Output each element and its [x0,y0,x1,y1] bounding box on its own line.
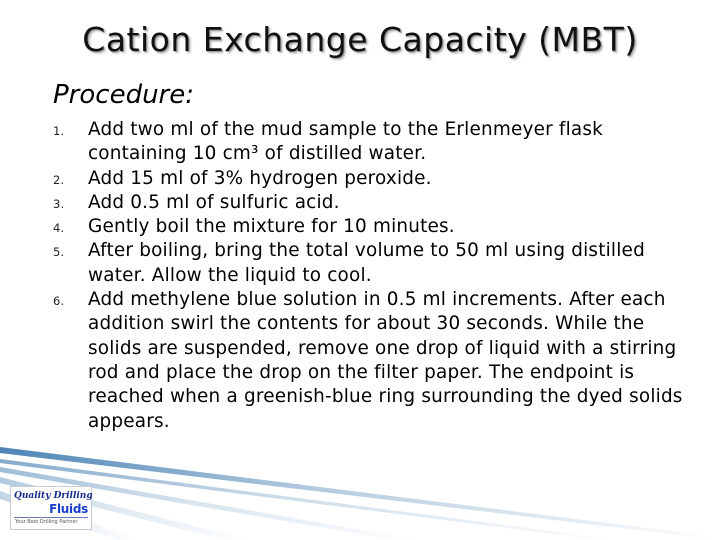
slide-title: Cation Exchange Capacity (MBT) [82,20,638,59]
logo-divider [14,517,88,518]
step-item [50,167,690,191]
step-text: Gently boil the mixture for 10 minutes. [88,216,455,238]
step-item [50,191,690,215]
step-text: Add 15 ml of 3% hydrogen peroxide. [88,167,432,189]
step-number: 3. [53,196,65,211]
step-item [50,288,690,434]
company-logo [10,486,92,530]
step-text: Add 0.5 ml of sulfuric acid. [88,191,340,213]
step-item [50,215,690,239]
step-text: Add methylene blue solution in 0.5 ml increments. After each addition swirl the contents for about 30 seconds. While the solids are suspended, remove one drop of liquid with a stirring rod and place the drop on the filter paper. The endpoint is reached when a greenish-blue ring surrounding the dyed solids appears. [88,289,683,432]
decorative-stripes [0,447,720,540]
step-number: 4. [53,221,65,236]
step-number: 1. [53,124,65,138]
step-item [50,118,690,167]
step-text: Add two ml of the mud sample to the Erlenmeyer flask containing 10 cm³ of distilled water. [88,119,603,165]
logo-name: Quality Drilling [14,491,93,501]
logo-name-secondary: Fluids [49,502,88,516]
step-number: 2. [53,172,65,187]
logo-tagline: Your Best Drilling Partner [15,519,78,525]
step-text: After boiling, bring the total volume to 50 ml using distilled water. Allow the liquid to cool. [88,240,645,286]
step-number: 5. [53,245,65,260]
procedure-heading: Procedure: [53,80,194,110]
step-item [50,239,690,288]
procedure-steps [50,118,690,434]
step-number: 6. [53,294,65,309]
